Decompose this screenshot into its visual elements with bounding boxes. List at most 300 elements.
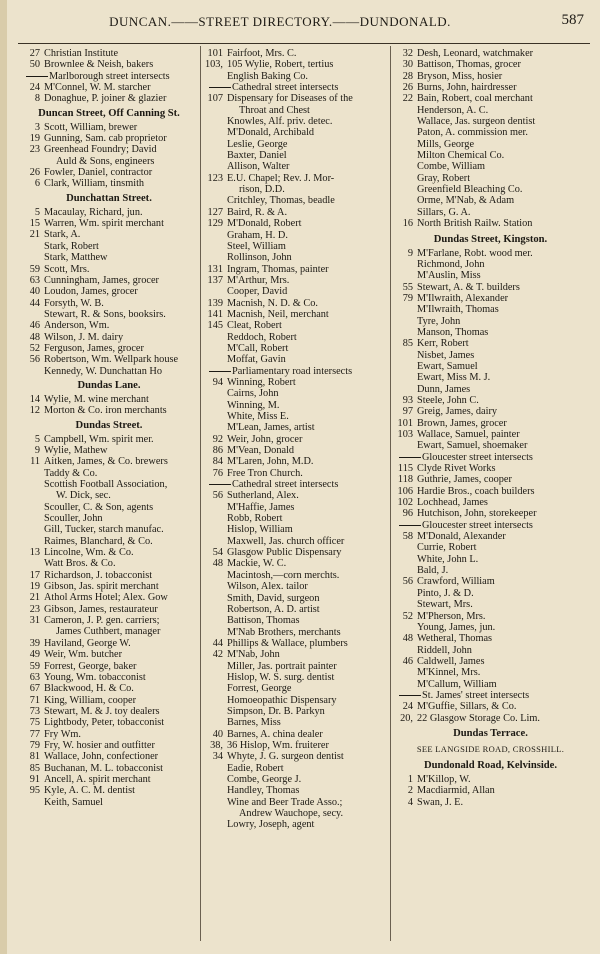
house-number: 48 — [402, 633, 413, 645]
house-number: 1 — [407, 773, 413, 785]
house-number: 92 — [212, 433, 223, 445]
directory-entry — [393, 542, 588, 553]
entry-continuation — [203, 184, 388, 195]
directory-entry — [20, 434, 198, 445]
entry-text: Raimes, Blanchard, & Co. — [44, 535, 153, 547]
entry-text: Paton, A. commission mer. — [417, 127, 528, 139]
entry-continuation — [20, 626, 198, 637]
entry-text: Lincolne, Wm. & Co. — [44, 547, 134, 559]
house-number: 49 — [29, 649, 40, 661]
directory-entry — [20, 144, 198, 155]
entry-text: Ancell, A. spirit merchant — [44, 773, 151, 785]
directory-entry — [20, 167, 198, 178]
house-number: 63 — [29, 274, 40, 286]
directory-entry — [20, 695, 198, 706]
directory-entry — [393, 667, 588, 678]
entry-text: M'Donald, Alexander — [417, 531, 506, 543]
directory-entry — [393, 372, 588, 383]
house-number: 48 — [212, 558, 223, 570]
house-number: 9 — [407, 247, 413, 259]
directory-entry — [203, 627, 388, 638]
directory-entry — [203, 581, 388, 592]
entry-text: Stewart, R. & Sons, booksirs. — [44, 308, 166, 320]
directory-entry — [20, 536, 198, 547]
entry-text: Brown, James, grocer — [417, 417, 507, 429]
header-rule — [18, 43, 590, 44]
directory-entry — [20, 468, 198, 479]
house-number: 76 — [212, 467, 223, 479]
entry-text: Allison, Walter — [227, 161, 290, 173]
entry-text: M'Haffie, James — [227, 501, 295, 513]
directory-entry — [393, 184, 588, 195]
entry-text: Wallace, Jas. surgeon dentist — [417, 116, 536, 128]
directory-entry — [203, 275, 388, 286]
house-number: 13 — [29, 547, 40, 559]
house-number: 86 — [212, 445, 223, 457]
entry-text: Buchanan, M. L. tobacconist — [44, 762, 163, 774]
house-number: 139 — [207, 297, 223, 309]
entry-text: Clark, William, tinsmith — [44, 178, 145, 190]
directory-entry — [203, 150, 388, 161]
directory-entry — [20, 445, 198, 456]
house-number: 101 — [397, 417, 413, 429]
directory-entry — [393, 576, 588, 587]
directory-entry — [20, 502, 198, 513]
directory-entry — [20, 122, 198, 133]
directory-entry — [203, 139, 388, 150]
house-number: 73 — [29, 705, 40, 717]
street-name: Dundonald Road, Kelvinside. — [423, 759, 558, 771]
directory-entry — [203, 649, 388, 660]
entry-text: Christian Institute — [44, 48, 119, 59]
running-title: DUNCAN.——STREET DIRECTORY.——DUNDONALD. — [109, 14, 451, 29]
directory-entry — [20, 592, 198, 603]
entry-text: Handley, Thomas — [227, 785, 300, 797]
directory-entry — [203, 377, 388, 388]
directory-entry — [203, 71, 388, 82]
house-number: 14 — [29, 393, 40, 405]
directory-entry — [20, 558, 198, 569]
directory-entry — [203, 195, 388, 206]
entry-text: M'Farlane, Robt. wood mer. — [417, 247, 533, 259]
house-number: 96 — [402, 508, 413, 520]
entry-text: M'Vean, Donald — [227, 445, 295, 457]
directory-entry — [20, 797, 198, 808]
directory-entry — [393, 622, 588, 633]
entry-text: Tyre, John — [417, 315, 461, 327]
house-number: 56 — [29, 354, 40, 366]
house-number: 79 — [402, 292, 413, 304]
entry-text: Stark, Matthew — [44, 252, 108, 264]
directory-entry — [393, 150, 588, 161]
house-number: 46 — [402, 655, 413, 667]
directory-entry — [393, 797, 588, 808]
entry-text: Guthrie, James, cooper — [417, 474, 512, 486]
street-heading — [393, 724, 588, 742]
entry-text: E.U. Chapel; Rev. J. Mor- — [227, 172, 335, 184]
house-number: 8 — [34, 93, 40, 105]
entry-text: Eadie, Robert — [227, 762, 284, 774]
house-number: 40 — [212, 728, 223, 740]
intersection-note — [393, 690, 588, 701]
house-number: 5 — [34, 433, 40, 445]
house-number: 59 — [29, 660, 40, 672]
directory-entry — [20, 740, 198, 751]
entry-text: Baird, R. & A. — [227, 206, 288, 218]
entry-text: M'Killop, W. — [417, 773, 471, 785]
directory-entry — [203, 173, 388, 184]
directory-entry — [393, 656, 588, 667]
entry-text: Hislop, William — [227, 524, 293, 536]
directory-entry — [393, 338, 588, 349]
directory-entry — [393, 645, 588, 656]
house-number: 21 — [29, 229, 40, 241]
entry-text: M'Callum, William — [417, 678, 497, 690]
intersection-text: Gloucester street intersects — [422, 519, 533, 531]
entry-text: M'Lean, James, artist — [227, 422, 315, 434]
entry-text: Scouller, John — [44, 513, 103, 525]
directory-entry — [393, 59, 588, 70]
entry-text: M'Laren, John, M.D. — [227, 456, 314, 468]
directory-entry — [393, 588, 588, 599]
directory-entry — [203, 422, 388, 433]
house-number: 59 — [29, 263, 40, 275]
entry-text: White, Miss E. — [227, 411, 289, 422]
directory-entry — [203, 615, 388, 626]
house-number: 137 — [207, 274, 223, 286]
directory-entry — [203, 547, 388, 558]
directory-entry — [203, 604, 388, 615]
entry-text: Riddell, John — [417, 644, 472, 656]
directory-entry — [20, 729, 198, 740]
entry-text: Forrest, George — [227, 683, 292, 695]
directory-entry — [393, 497, 588, 508]
directory-entry — [20, 229, 198, 240]
house-number: 5 — [34, 206, 40, 218]
entry-text: Gill, Tucker, starch manufac. — [44, 524, 164, 536]
entry-text: Bryson, Miss, hosier — [417, 70, 503, 82]
entry-text: Lowry, Joseph, agent — [227, 819, 315, 831]
directory-entry — [393, 139, 588, 150]
directory-entry — [20, 615, 198, 626]
entry-continuation — [203, 808, 388, 819]
house-number: 21 — [29, 592, 40, 604]
house-number: 95 — [29, 785, 40, 797]
entry-text: M'Guffie, Sillars, & Co. — [417, 701, 517, 713]
directory-entry — [393, 293, 588, 304]
entry-text: Keith, Samuel — [44, 796, 103, 808]
house-number: 27 — [29, 48, 40, 59]
directory-entry — [393, 486, 588, 497]
entry-text: Scouller, C. & Son, agents — [44, 501, 154, 513]
column-divider — [200, 46, 201, 941]
house-number: 56 — [212, 490, 223, 502]
directory-entry — [20, 366, 198, 377]
directory-entry — [393, 327, 588, 338]
house-number: 58 — [402, 531, 413, 543]
entry-text: Desh, Leonard, watchmaker — [417, 48, 534, 59]
house-number: 24 — [29, 82, 40, 94]
directory-entry — [203, 717, 388, 728]
entry-text: W. Dick, sec. — [56, 490, 111, 502]
entry-text: Hardie Bros., coach builders — [417, 485, 535, 497]
house-number: 94 — [212, 376, 223, 388]
entry-text: M'Ilwraith, Alexander — [417, 292, 509, 304]
street-name: Dunchattan Street. — [66, 192, 152, 204]
directory-entry — [393, 713, 588, 724]
entry-text: Fry, W. hosier and outfitter — [44, 739, 155, 751]
intersection-text: Cathedral street intersects — [232, 479, 339, 491]
directory-entry — [203, 740, 388, 751]
directory-entry — [203, 593, 388, 604]
street-name: Duncan Street, Off Canning St. — [38, 107, 180, 119]
directory-entry — [393, 531, 588, 542]
column-1 — [20, 48, 198, 808]
directory-entry — [203, 785, 388, 796]
directory-entry — [393, 599, 588, 610]
house-number: 131 — [207, 263, 223, 275]
directory-entry — [203, 434, 388, 445]
directory-entry — [20, 82, 198, 93]
column-divider — [390, 46, 391, 941]
directory-entry — [20, 581, 198, 592]
house-number: 56 — [402, 576, 413, 588]
entry-text: Mackie, W. C. — [227, 558, 287, 570]
intersection-text: Marlborough street intersects — [49, 70, 170, 82]
directory-entry — [20, 661, 198, 672]
directory-entry — [20, 275, 198, 286]
house-number: 141 — [207, 308, 223, 320]
directory-entry — [203, 536, 388, 547]
entry-text: Barnes, A. china dealer — [227, 728, 323, 740]
entry-text: Wylie, M. wine merchant — [44, 393, 149, 405]
directory-entry — [203, 445, 388, 456]
directory-entry — [203, 93, 388, 104]
street-name: Dundas Street. — [75, 419, 143, 431]
entry-text: Dunn, James — [417, 383, 471, 395]
entry-text: Wylie, Mathew — [44, 444, 108, 456]
house-number: 20, — [400, 712, 413, 724]
entry-text: Steele, John C. — [417, 394, 479, 406]
entry-text: Cunningham, James, grocer — [44, 274, 159, 286]
entry-text: Greenhead Foundry; David — [44, 144, 157, 156]
entry-text: Winning, M. — [227, 399, 280, 411]
entry-text: Throat and Chest — [239, 104, 310, 116]
directory-entry — [20, 332, 198, 343]
house-number: 31 — [29, 615, 40, 627]
directory-entry — [20, 570, 198, 581]
entry-continuation — [20, 490, 198, 501]
entry-text: Knowles, Alf. priv. detec. — [227, 116, 333, 128]
directory-entry — [393, 774, 588, 785]
column-3 — [393, 48, 588, 808]
directory-entry — [203, 161, 388, 172]
directory-entry — [203, 59, 388, 70]
directory-entry — [20, 59, 198, 70]
house-number: 26 — [29, 167, 40, 179]
house-number: 63 — [29, 671, 40, 683]
entry-text: Moffat, Gavin — [227, 354, 286, 366]
directory-entry — [393, 248, 588, 259]
entry-text: Lochhead, James — [417, 497, 488, 509]
house-number: 11 — [30, 456, 40, 468]
entry-text: Kyle, A. C. M. dentist — [44, 785, 135, 797]
directory-entry — [20, 298, 198, 309]
entry-text: Ewart, Miss M. J. — [417, 372, 491, 384]
directory-entry — [203, 683, 388, 694]
house-number: 127 — [207, 206, 223, 218]
entry-text: Richardson, J. tobacconist — [44, 569, 153, 581]
entry-text: Scottish Football Association, — [44, 479, 168, 490]
intersection-note — [203, 479, 388, 490]
entry-text: Stewart, M. & J. toy dealers — [44, 705, 160, 717]
entry-text: Combe, George J. — [227, 774, 302, 785]
house-number: 67 — [29, 683, 40, 695]
directory-entry — [20, 785, 198, 796]
entry-text: Wallace, John, confectioner — [44, 751, 159, 763]
house-number: 103, — [204, 59, 223, 71]
entry-text: Pinto, J. & D. — [417, 587, 474, 599]
directory-entry — [203, 354, 388, 365]
entry-text: 36 Hislop, Wm. fruiterer — [227, 739, 329, 751]
directory-entry — [203, 456, 388, 467]
directory-entry — [20, 252, 198, 263]
house-number: 106 — [397, 485, 413, 497]
dash-rule — [26, 76, 48, 77]
entry-text: M'Connel, W. M. starcher — [44, 82, 151, 94]
entry-text: English Baking Co. — [227, 70, 308, 82]
house-number: 2 — [407, 785, 413, 797]
house-number: 34 — [212, 751, 223, 763]
directory-entry — [203, 774, 388, 785]
house-number: 93 — [402, 394, 413, 406]
house-number: 85 — [402, 338, 413, 350]
entry-text: Sutherland, Alex. — [227, 490, 299, 502]
directory-entry — [203, 524, 388, 535]
entry-text: Stark, Robert — [44, 240, 99, 252]
entry-text: M'Donald, Archibald — [227, 127, 315, 139]
directory-entry — [203, 343, 388, 354]
entry-text: White, John L. — [417, 553, 479, 565]
entry-text: Loudon, James, grocer — [44, 286, 138, 298]
entry-text: Ewart, Samuel — [417, 360, 478, 372]
entry-text: Crawford, William — [417, 576, 495, 588]
dash-rule — [399, 525, 421, 526]
entry-text: M'Nab, John — [227, 649, 280, 661]
directory-entry — [393, 701, 588, 712]
directory-entry — [203, 819, 388, 830]
directory-entry — [393, 395, 588, 406]
page-edge — [0, 0, 7, 954]
directory-entry — [203, 570, 388, 581]
directory-entry — [203, 661, 388, 672]
directory-entry — [20, 456, 198, 467]
entry-text: Macnish, Neil, merchant — [227, 308, 329, 320]
directory-entry — [203, 502, 388, 513]
directory-entry — [393, 195, 588, 206]
entry-text: Gunning, Sam. cab proprietor — [44, 133, 167, 145]
dash-rule — [399, 695, 421, 696]
directory-entry — [203, 309, 388, 320]
entry-text: Macdiarmid, Allan — [417, 785, 495, 797]
entry-text: Nisbet, James — [417, 349, 475, 361]
entry-text: Gray, Robert — [417, 172, 471, 184]
house-number: 52 — [29, 342, 40, 354]
entry-text: Rollinson, John — [227, 252, 292, 264]
entry-text: Winning, Robert — [227, 376, 296, 388]
directory-entry — [203, 207, 388, 218]
house-number: 19 — [29, 581, 40, 593]
entry-text: Gibson, James, restaurateur — [44, 603, 158, 615]
directory-entry — [203, 763, 388, 774]
entry-text: King, William, cooper — [44, 694, 137, 706]
house-number: 38, — [210, 739, 223, 751]
entry-text: Wilson, J. M. dairy — [44, 331, 124, 343]
entry-text: Wine and Beer Trade Asso.; — [227, 796, 343, 808]
entry-text: Free Tron Church. — [227, 467, 303, 479]
house-number: 4 — [407, 796, 413, 808]
cross-reference — [393, 742, 588, 756]
house-number: 85 — [29, 762, 40, 774]
entry-text: Cooper, David — [227, 286, 288, 298]
entry-text: M'Nab Brothers, merchants — [227, 626, 341, 638]
entry-text: Graham, H. D. — [227, 229, 288, 241]
directory-entry — [393, 565, 588, 576]
page-header — [0, 14, 600, 34]
entry-text: Morton & Co. iron merchants — [44, 405, 167, 417]
entry-text: Fowler, Daniel, contractor — [44, 167, 153, 179]
directory-entry — [203, 230, 388, 241]
entry-text: Weir, Wm. butcher — [44, 649, 123, 661]
house-number: 75 — [29, 717, 40, 729]
directory-entry — [203, 298, 388, 309]
directory-entry — [393, 127, 588, 138]
entry-text: Forsyth, W. B. — [44, 297, 104, 309]
directory-entry — [393, 350, 588, 361]
directory-entry — [20, 547, 198, 558]
entry-text: Phillips & Wallace, plumbers — [227, 637, 348, 649]
directory-entry — [393, 418, 588, 429]
directory-entry — [393, 785, 588, 796]
directory-entry — [203, 218, 388, 229]
intersection-note — [20, 71, 198, 82]
entry-text: Stewart, Mrs. — [417, 599, 473, 611]
directory-entry — [20, 93, 198, 104]
house-number: 91 — [29, 773, 40, 785]
entry-text: Combe, William — [417, 161, 486, 173]
intersection-note — [203, 82, 388, 93]
house-number: 15 — [29, 218, 40, 230]
directory-entry — [393, 384, 588, 395]
house-number: 71 — [29, 694, 40, 706]
page-number: 587 — [561, 12, 584, 28]
entry-text: Kerr, Robert — [417, 338, 469, 350]
directory-entry — [203, 797, 388, 808]
house-number: 44 — [29, 297, 40, 309]
house-number: 46 — [29, 320, 40, 332]
directory-entry — [203, 320, 388, 331]
entry-text: M'Ilwraith, Thomas — [417, 304, 499, 316]
house-number: 84 — [212, 456, 223, 468]
directory-entry — [203, 332, 388, 343]
entry-text: Donaghue, P. joiner & glazier — [44, 93, 167, 105]
entry-text: Henderson, A. C. — [417, 104, 489, 116]
entry-text: Baxter, Daniel — [227, 150, 287, 162]
street-heading — [20, 190, 198, 207]
entry-text: Scott, William, brewer — [44, 121, 138, 133]
entry-text: Steel, William — [227, 240, 286, 252]
house-number: 16 — [402, 218, 413, 230]
